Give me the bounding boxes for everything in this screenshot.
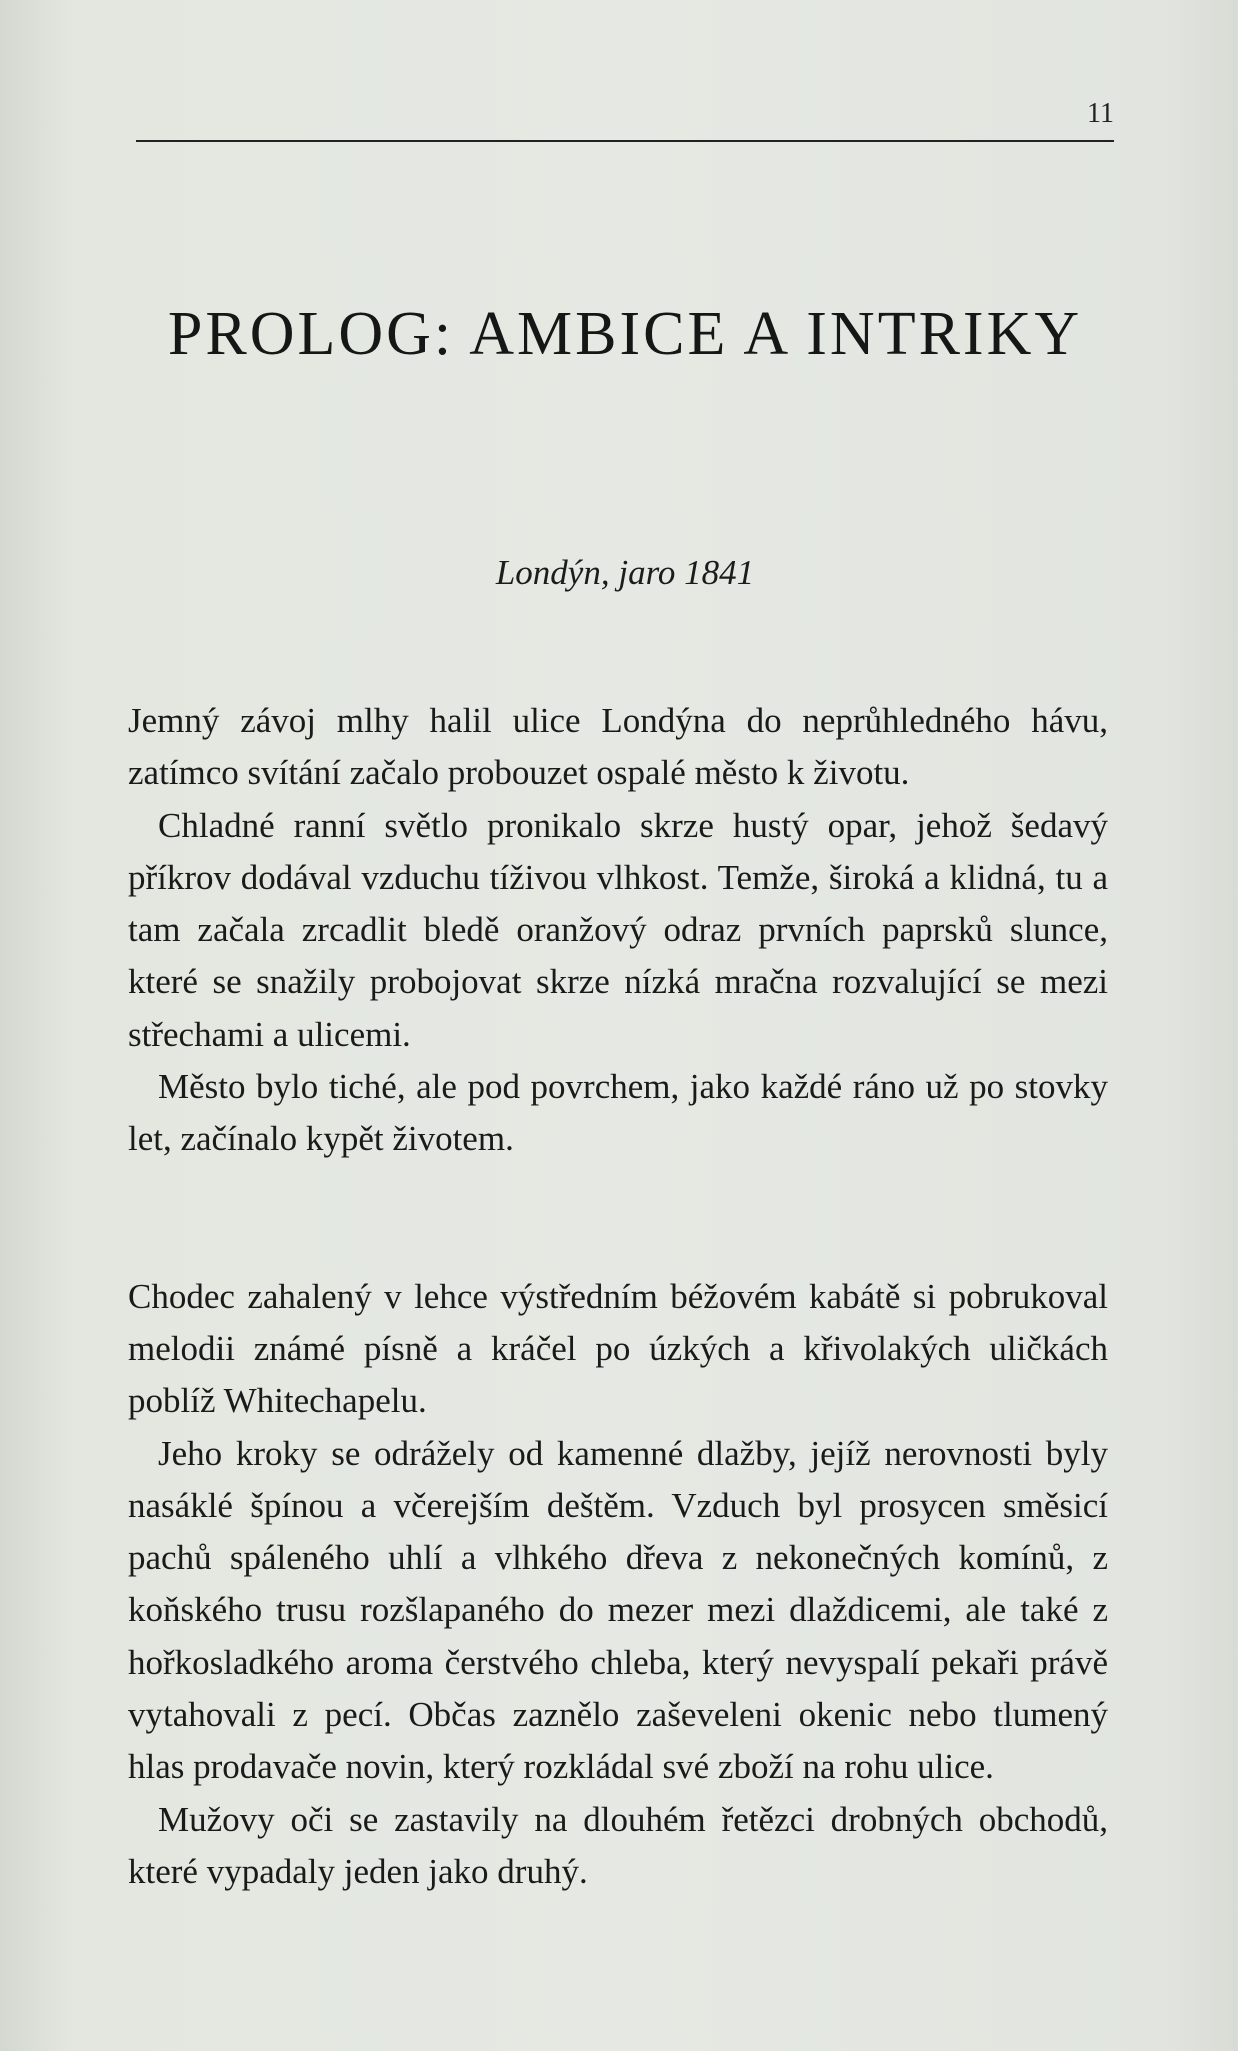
paragraph: Mužovy oči se zastavily na dlouhém řetězci drobných obchodů, které vypadaly jeden jako druhý. bbox=[128, 1799, 1108, 1891]
section-break bbox=[128, 1166, 1108, 1271]
paragraph: Jeho kroky se odrážely od kamenné dlažby, jejíž nerovnosti byly nasáklé špínou a včerejším deštěm. Vzduch byl prosycen směsicí pachů spáleného uhlí a vlhkého dřeva z nekonečných komínů, z koňského trusu rozšlapaného do mezer mezi dlaždicemi, ale také z hořkosladkého aroma čerstvého chleba, který nevyspalí pekaři právě vytahovali z pecí. Občas zaznělo zaševeleni okenic nebo tlumený hlas prodavače novin, který rozkládal své zboží na rohu ulice. bbox=[128, 1433, 1108, 1787]
paragraph: Chodec zahalený v lehce výstředním béžovém kabátě si pobrukoval melodii známé písně a kráčel po úzkých a křivolakých uličkách poblíž Whitechapelu. bbox=[128, 1276, 1108, 1421]
body-text bbox=[128, 695, 1108, 1898]
page-number: 11 bbox=[1087, 98, 1114, 129]
section-1 bbox=[128, 695, 1108, 1166]
chapter-dateline: Londýn, jaro 1841 bbox=[495, 553, 755, 592]
paragraph: Město bylo tiché, ale pod povrchem, jako každé ráno už po stovky let, začínalo kypět životem. bbox=[128, 1067, 1108, 1159]
header-rule bbox=[136, 140, 1114, 142]
section-2 bbox=[128, 1271, 1108, 1899]
paragraph: Chladné ranní světlo pronikalo skrze hustý opar, jehož šedavý příkrov dodával vzduchu tíživou vlhkost. Temže, široká a klidná, tu a tam začala zrcadlit bledě oranžový odraz prvních paprsků slunce, které se snažily probojovat skrze nízká mračna rozvalující se mezi střechami a ulicemi. bbox=[128, 805, 1108, 1054]
paragraph: Jemný závoj mlhy halil ulice Londýna do neprůhledného hávu, zatímco svítání začalo probouzet ospalé město k životu. bbox=[128, 701, 1108, 793]
chapter-title: PROLOG: AMBICE A INTRIKY bbox=[167, 300, 1083, 368]
